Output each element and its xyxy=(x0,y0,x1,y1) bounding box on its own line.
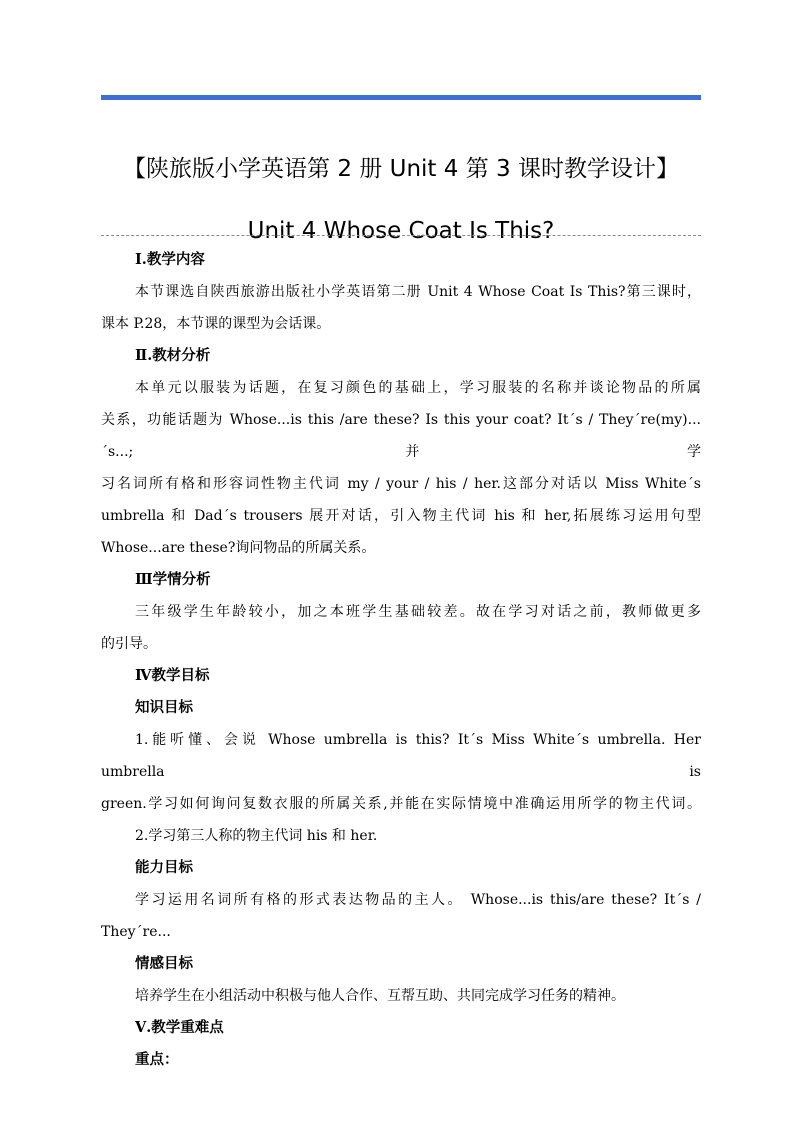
subheading-ability: 能力目标 xyxy=(135,859,193,876)
document-body xyxy=(101,244,701,1076)
paragraph-line: 课本 P.28，本节课的课型为会话课。 xyxy=(101,316,331,332)
paragraph-line: umbrella 和 Dad´s trousers 展开对话，引入物主代词 his 和 her,拓展练习运用句型 xyxy=(101,508,701,524)
paragraph-line: They´re... xyxy=(101,924,171,940)
paragraph-line: 学习运用名词所有格的形式表达物品的主人。 Whose...is this/are these? It´s / xyxy=(135,892,701,908)
paragraph-line: 本节课选自陕西旅游出版社小学英语第二册 Unit 4 Whose Coat Is This?第三课时， xyxy=(135,284,701,300)
paragraph-line: 的引导。 xyxy=(101,636,157,652)
subheading-key: 重点： xyxy=(135,1051,179,1068)
section-heading-objectives: Ⅳ教学目标 xyxy=(135,667,210,684)
header-rule xyxy=(101,95,701,100)
subheading-emotion: 情感目标 xyxy=(135,955,193,972)
paragraph-line: 1.能听懂、会说 Whose umbrella is this? It´s Miss White´s umbrella. Her umbrella is xyxy=(101,732,701,780)
paragraph-line: Whose...are these?询问物品的所属关系。 xyxy=(101,540,376,556)
section-heading-keypoints: Ⅴ.教学重难点 xyxy=(135,1019,224,1036)
paragraph-line: 本单元以服装为话题，在复习颜色的基础上，学习服装的名称并谈论物品的所属 xyxy=(135,380,701,396)
section-heading-analysis: Ⅱ.教材分析 xyxy=(135,347,211,364)
paragraph-line: 培养学生在小组活动中积极与他人合作、互帮互助、共同完成学习任务的精神。 xyxy=(135,988,625,1004)
paragraph-line: 习名词所有格和形容词性物主代词 my / your / his / her.这部分对话以 Miss White´s xyxy=(101,476,701,492)
paragraph-line: green.学习如何询问复数衣服的所属关系,并能在实际情境中准确运用所学的物主代词。 xyxy=(101,796,701,812)
paragraph-line: 三年级学生年龄较小，加之本班学生基础较差。故在学习对话之前，教师做更多 xyxy=(135,604,701,620)
document-title: 【陕旅版小学英语第 2 册 Unit 4 第 3 课时教学设计】Unit 4 Whose Coat Is This? xyxy=(123,156,679,244)
section-heading-students: Ⅲ学情分析 xyxy=(135,571,211,588)
title-divider xyxy=(101,235,701,236)
paragraph-line: 关系，功能话题为 Whose...is this /are these? Is this your coat? It´s / They´re(my)...´s...; 并学 xyxy=(101,412,701,460)
subheading-knowledge: 知识目标 xyxy=(135,699,193,716)
paragraph-line: 2.学习第三人称的物主代词 his 和 her. xyxy=(135,828,378,844)
section-heading-content: Ⅰ.教学内容 xyxy=(135,251,205,268)
